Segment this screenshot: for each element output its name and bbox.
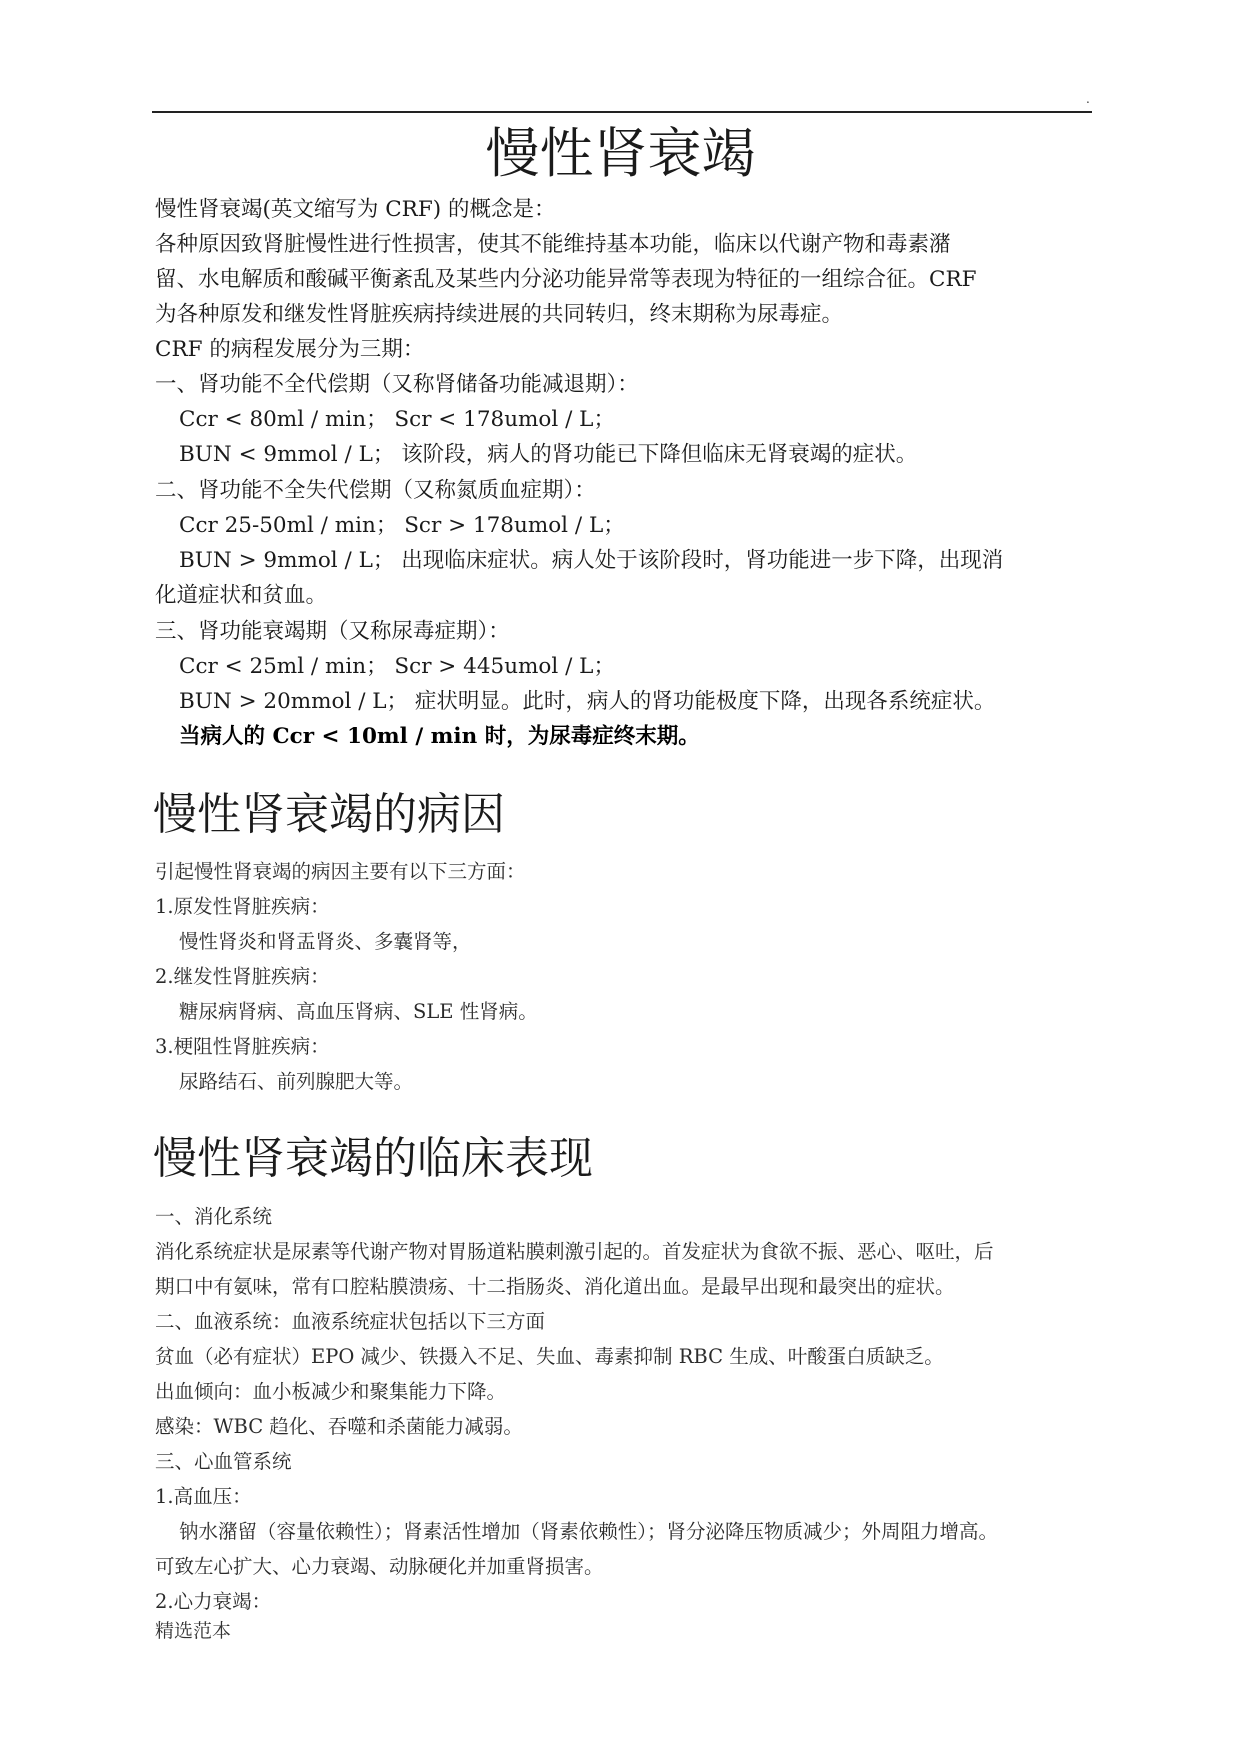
stage-criteria: Ccr < 25ml / min； Scr > 445umol / L； <box>179 654 615 679</box>
paragraph-line: 贫血（必有症状）EPO 减少、铁摄入不足、失血、毒素抑制 RBC 生成、叶酸蛋白质缺乏。 <box>155 1345 944 1368</box>
paragraph-line: 为各种原发和继发性肾脏疾病持续进展的共同转归，终末期称为尿毒症。 <box>155 302 844 327</box>
list-item: 1.高血压： <box>155 1485 252 1508</box>
subsection-heading: 三、心血管系统 <box>155 1450 292 1473</box>
stage-criteria: BUN > 9mmol / L； 出现临床症状。病人处于该阶段时，肾功能进一步下降，出现消 <box>179 548 1004 573</box>
end-stage-note: 当病人的 Ccr < 10ml / min 时，为尿毒症终末期。 <box>179 724 700 749</box>
section-heading-clinical: 慢性肾衰竭的临床表现 <box>153 1133 593 1184</box>
stage-criteria: Ccr < 80ml / min； Scr < 178umol / L； <box>179 407 615 432</box>
list-item-detail: 慢性肾炎和肾盂肾炎、多囊肾等， <box>179 930 472 953</box>
document-title: 慢性肾衰竭 <box>485 122 756 185</box>
header-mark: . <box>1086 92 1090 106</box>
list-item: 2.继发性肾脏疾病： <box>155 965 330 988</box>
list-item: 1.原发性肾脏疾病： <box>155 895 330 918</box>
paragraph-line: 慢性肾衰竭(英文缩写为 CRF) 的概念是： <box>155 197 556 222</box>
stage-criteria: BUN < 9mmol / L； 该阶段，病人的肾功能已下降但临床无肾衰竭的症状。 <box>179 442 918 467</box>
paragraph-line: 钠水潴留（容量依赖性）；肾素活性增加（肾素依赖性）；肾分泌降压物质减少；外周阻力增高。 <box>179 1520 999 1543</box>
list-item-detail: 糖尿病肾病、高血压肾病、SLE 性肾病。 <box>179 1000 538 1023</box>
paragraph-line: 可致左心扩大、心力衰竭、动脉硬化并加重肾损害。 <box>155 1555 604 1578</box>
subsection-heading: 二、血液系统：血液系统症状包括以下三方面 <box>155 1310 546 1333</box>
stage-criteria: Ccr 25-50ml / min； Scr > 178umol / L； <box>179 513 625 538</box>
list-item: 3.梗阻性肾脏疾病： <box>155 1035 330 1058</box>
stage-criteria: BUN > 20mmol / L； 症状明显。此时，病人的肾功能极度下降，出现各系统症状。 <box>179 689 996 714</box>
paragraph-line: 消化系统症状是尿素等代谢产物对胃肠道粘膜刺激引起的。首发症状为食欲不振、恶心、呕吐，后 <box>155 1240 994 1263</box>
section-heading-causes: 慢性肾衰竭的病因 <box>153 789 505 840</box>
paragraph-line: 留、水电解质和酸碱平衡紊乱及某些内分泌功能异常等表现为特征的一组综合征。CRF <box>155 267 977 292</box>
paragraph-line: 各种原因致肾脏慢性进行性损害，使其不能维持基本功能，临床以代谢产物和毒素潴 <box>155 232 951 257</box>
stage-heading: 二、肾功能不全失代偿期（又称氮质血症期）： <box>155 478 596 503</box>
paragraph-line: 化道症状和贫血。 <box>155 583 328 608</box>
paragraph-line: 引起慢性肾衰竭的病因主要有以下三方面： <box>155 860 526 883</box>
paragraph-line: CRF 的病程发展分为三期： <box>155 337 425 362</box>
paragraph-line: 感染：WBC 趋化、吞噬和杀菌能力减弱。 <box>155 1415 523 1438</box>
list-item-detail: 尿路结石、前列腺肥大等。 <box>179 1070 414 1093</box>
paragraph-line: 出血倾向：血小板减少和聚集能力下降。 <box>155 1380 507 1403</box>
stage-heading: 一、肾功能不全代偿期（又称肾储备功能减退期）： <box>155 372 639 397</box>
header-rule <box>152 111 1092 113</box>
list-item: 2.心力衰竭： <box>155 1590 272 1613</box>
page-footer: 精选范本 <box>155 1620 232 1642</box>
subsection-heading: 一、消化系统 <box>155 1205 273 1228</box>
stage-heading: 三、肾功能衰竭期（又称尿毒症期）： <box>155 619 510 644</box>
paragraph-line: 期口中有氨味，常有口腔粘膜溃疡、十二指肠炎、消化道出血。是最早出现和最突出的症状。 <box>155 1275 955 1298</box>
